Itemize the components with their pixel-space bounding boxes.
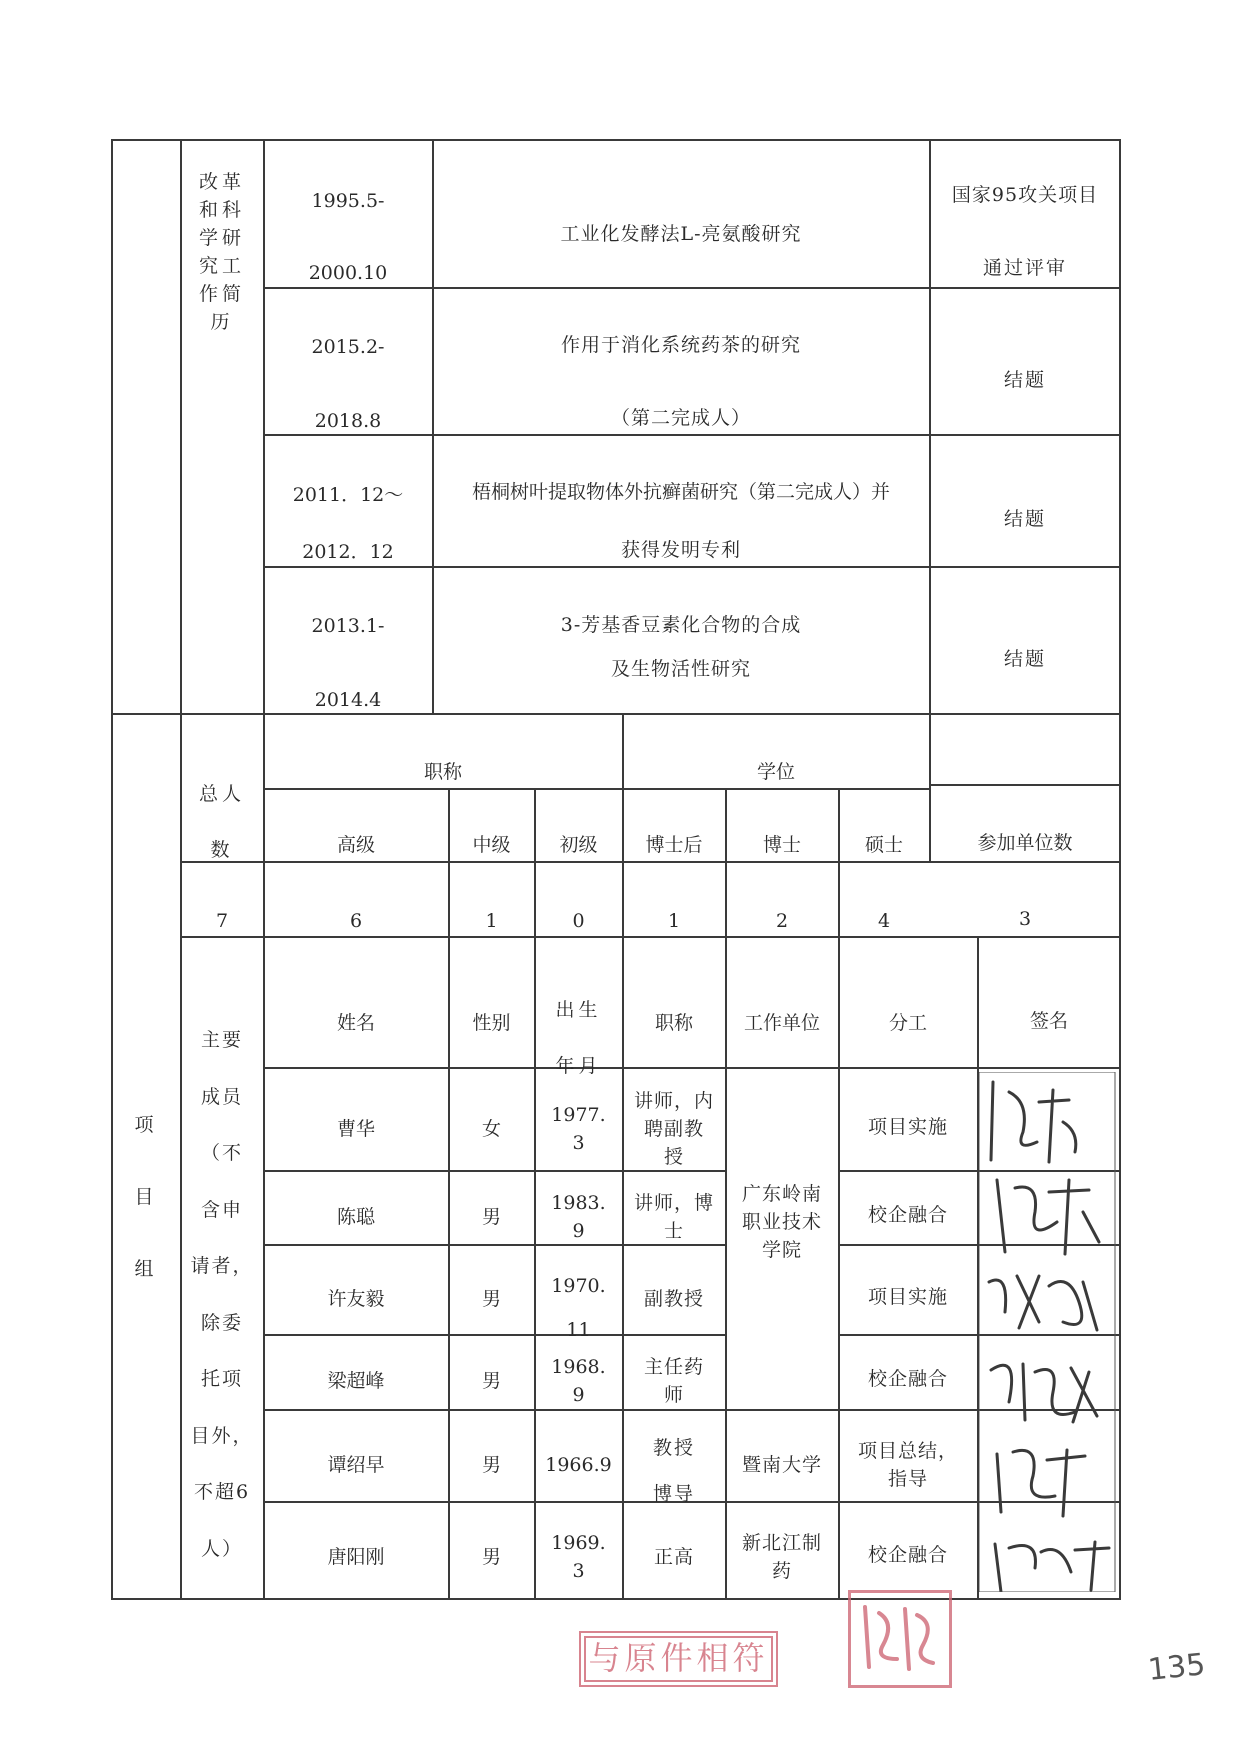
members-label: 主要 成员 （不 含申 请者， 除委 托项 目外， 不超6 人） bbox=[190, 1029, 254, 1560]
member-role: 校企融合 bbox=[867, 1368, 948, 1390]
project-result: 国家95攻关项目 bbox=[951, 184, 1099, 206]
member-gender: 男 bbox=[481, 1206, 501, 1228]
count-middle: 1 bbox=[485, 910, 498, 932]
research-section-label: 改革 和科 学研 究工 作简 历 bbox=[198, 171, 245, 333]
project-result: 结题 bbox=[1003, 648, 1046, 670]
count-total: 7 bbox=[215, 910, 229, 932]
member-header-birth: 出生 年月 bbox=[555, 999, 602, 1077]
row-divider bbox=[180, 936, 1121, 938]
member-title: 副教授 bbox=[643, 1288, 704, 1310]
column-header: 高级 bbox=[336, 834, 375, 856]
column-header: 博士后 bbox=[645, 834, 703, 856]
member-title: 讲师，博 士 bbox=[633, 1192, 714, 1242]
count-master: 4 bbox=[877, 910, 891, 932]
row-divider bbox=[180, 861, 1121, 863]
member-role: 项目实施 bbox=[867, 1286, 948, 1308]
row-divider bbox=[263, 287, 1121, 289]
member-birth: 1970. 11 bbox=[551, 1275, 606, 1341]
certification-stamp: 与原件相符 bbox=[579, 1631, 778, 1687]
member-header-gender: 性别 bbox=[472, 1012, 511, 1034]
column-header: 中级 bbox=[472, 834, 511, 856]
project-result: 通过评审 bbox=[982, 257, 1067, 279]
member-gender: 男 bbox=[481, 1288, 501, 1310]
project-title: 梧桐树叶提取物体外抗癣菌研究（第二完成人）并 bbox=[471, 481, 890, 503]
member-name: 梁超峰 bbox=[327, 1370, 385, 1392]
member-name: 许友毅 bbox=[327, 1288, 385, 1310]
member-title: 讲师，内 聘副教 授 bbox=[633, 1090, 714, 1168]
member-role: 项目实施 bbox=[867, 1116, 948, 1138]
member-unit: 暨南大学 bbox=[741, 1454, 822, 1476]
member-unit: 广东岭南 职业技术 学院 bbox=[741, 1183, 822, 1261]
member-birth: 1966.9 bbox=[545, 1454, 612, 1476]
member-header-role: 分工 bbox=[888, 1012, 927, 1034]
column-header: 博士 bbox=[762, 834, 801, 856]
period-start: 2011．12～ bbox=[292, 484, 404, 506]
member-header-signature: 签名 bbox=[1029, 1010, 1068, 1032]
table-left-border bbox=[111, 139, 113, 1598]
team-section-label: 项 目 组 bbox=[134, 1114, 158, 1280]
page-number: 135 bbox=[1146, 1647, 1207, 1688]
project-title: 作用于消化系统药茶的研究 bbox=[560, 334, 801, 356]
row-divider bbox=[263, 1334, 725, 1336]
seal-stamp bbox=[848, 1590, 952, 1688]
member-name: 谭绍早 bbox=[327, 1454, 385, 1476]
member-role: 校企融合 bbox=[867, 1204, 948, 1226]
member-gender: 男 bbox=[481, 1546, 501, 1568]
member-name: 陈聪 bbox=[336, 1206, 375, 1228]
member-unit: 新北江制 药 bbox=[741, 1532, 822, 1582]
period-end: 2018.8 bbox=[314, 410, 382, 432]
member-gender: 男 bbox=[481, 1370, 501, 1392]
row-divider bbox=[263, 1067, 1121, 1069]
row-divider bbox=[263, 788, 929, 790]
project-title: （第二完成人） bbox=[610, 407, 751, 429]
member-gender: 男 bbox=[481, 1454, 501, 1476]
member-birth: 1968. 9 bbox=[551, 1356, 606, 1406]
handwritten-signatures bbox=[979, 1072, 1117, 1592]
member-title: 教授 博导 bbox=[652, 1437, 695, 1505]
member-birth: 1977. 3 bbox=[551, 1104, 606, 1154]
total-label: 总人 数 bbox=[198, 783, 245, 861]
title-header: 职称 bbox=[423, 761, 462, 783]
member-role: 校企融合 bbox=[867, 1544, 948, 1566]
count-senior: 6 bbox=[349, 910, 363, 932]
project-result: 结题 bbox=[1003, 508, 1046, 530]
seal-icon bbox=[851, 1593, 943, 1679]
period-start: 2015.2- bbox=[311, 336, 385, 358]
row-divider bbox=[263, 566, 1121, 568]
project-title: 及生物活性研究 bbox=[610, 658, 751, 680]
count-junior: 0 bbox=[572, 910, 585, 932]
count-units: 3 bbox=[1018, 908, 1032, 930]
count-phd: 2 bbox=[775, 910, 789, 932]
project-title: 3-芳基香豆素化合物的合成 bbox=[560, 614, 802, 636]
project-title: 工业化发酵法L-亮氨酸研究 bbox=[560, 223, 802, 245]
member-name: 唐阳刚 bbox=[327, 1546, 385, 1568]
member-header-unit: 工作单位 bbox=[743, 1012, 820, 1034]
column-header: 硕士 bbox=[864, 834, 903, 856]
member-header-title: 职称 bbox=[654, 1012, 693, 1034]
column-header: 参加单位数 bbox=[977, 832, 1073, 854]
project-result: 结题 bbox=[1003, 369, 1046, 391]
member-gender: 女 bbox=[481, 1118, 501, 1140]
period-end: 2012．12 bbox=[302, 541, 394, 563]
member-birth: 1969. 3 bbox=[551, 1532, 606, 1582]
row-divider bbox=[263, 434, 1121, 436]
member-role: 项目总结， 指导 bbox=[857, 1440, 958, 1490]
count-postdoc: 1 bbox=[667, 910, 681, 932]
period-end: 2000.10 bbox=[308, 262, 388, 284]
member-title: 主任药 师 bbox=[643, 1356, 704, 1406]
column-header: 初级 bbox=[559, 834, 598, 856]
row-divider bbox=[929, 784, 1121, 786]
period-start: 1995.5- bbox=[311, 190, 385, 212]
member-name: 曹华 bbox=[336, 1118, 375, 1140]
member-header-name: 姓名 bbox=[336, 1012, 375, 1034]
column-divider bbox=[929, 139, 931, 861]
column-divider bbox=[622, 713, 624, 936]
member-title: 正高 bbox=[653, 1546, 694, 1568]
project-title: 获得发明专利 bbox=[620, 539, 741, 561]
period-end: 2014.4 bbox=[314, 689, 382, 711]
period-start: 2013.1- bbox=[311, 615, 385, 637]
degree-header: 学位 bbox=[756, 761, 795, 783]
table-bottom-border bbox=[111, 1598, 1121, 1600]
member-birth: 1983. 9 bbox=[551, 1192, 606, 1242]
table-right-border bbox=[1119, 139, 1121, 1598]
